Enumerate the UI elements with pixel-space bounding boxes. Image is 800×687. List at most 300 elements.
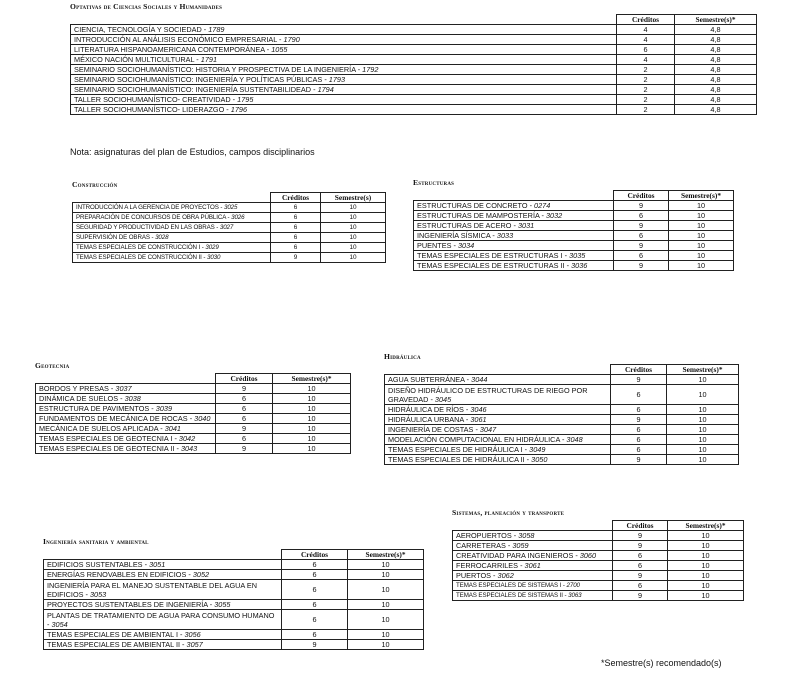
course-name: PUENTES bbox=[417, 241, 452, 250]
course-cell: TEMAS ESPECIALES DE GEOTECNIA II - 3043 bbox=[36, 444, 216, 454]
course-name: TEMAS ESPECIALES DE ESTRUCTURAS I bbox=[417, 251, 563, 260]
course-cell: PREPARACIÓN DE CONCURSOS DE OBRA PÚBLICA - 3026 bbox=[73, 213, 271, 223]
table-row bbox=[44, 630, 424, 640]
course-name: TEMAS ESPECIALES DE CONSTRUCCIÓN I bbox=[76, 244, 201, 251]
creditos-cell: 6 bbox=[614, 231, 669, 241]
course-name: PREPARACIÓN DE CONCURSOS DE OBRA PÚBLICA bbox=[76, 214, 226, 221]
course-code: 3035 bbox=[569, 251, 586, 260]
header-blank-cell bbox=[73, 193, 271, 203]
semestre-cell: 10 bbox=[348, 610, 424, 630]
table-header-row bbox=[71, 15, 757, 25]
course-cell: TALLER SOCIOHUMANÍSTICO- LIDERAZGO - 1796 bbox=[71, 105, 617, 115]
creditos-cell: 6 bbox=[611, 435, 667, 445]
course-code: 1796 bbox=[230, 105, 248, 114]
course-code: 3047 bbox=[479, 425, 497, 434]
table-row bbox=[414, 201, 734, 211]
sistemas-title: Sistemas, planeación y transporte bbox=[452, 508, 565, 517]
table-row bbox=[36, 414, 351, 424]
creditos-cell: 6 bbox=[216, 414, 273, 424]
optativas-block bbox=[70, 2, 757, 115]
course-cell: DINÁMICA DE SUELOS - 3038 bbox=[36, 394, 216, 404]
sanitaria-title: Ingeniería sanitaria y ambiental bbox=[43, 537, 149, 546]
semestre-cell: 10 bbox=[321, 203, 386, 213]
course-code: 3034 bbox=[457, 241, 475, 250]
course-code: 3025 bbox=[224, 204, 238, 211]
table-row bbox=[73, 253, 386, 263]
course-name: TEMAS ESPECIALES DE GEOTECNIA I bbox=[39, 434, 173, 443]
table-header-row bbox=[453, 521, 744, 531]
creditos-cell: 9 bbox=[271, 253, 321, 263]
course-cell: SEMINARIO SOCIOHUMANÍSTICO: INGENIERÍA Y POLÍTICAS PÚBLICAS - 1793 bbox=[71, 75, 617, 85]
course-cell: INTRODUCCIÓN A LA GERENCIA DE PROYECTOS - 3025 bbox=[73, 203, 271, 213]
table-row bbox=[71, 85, 757, 95]
semestre-cell: 10 bbox=[668, 541, 744, 551]
semestre-cell: 10 bbox=[348, 570, 424, 580]
semestre-cell: 10 bbox=[669, 261, 734, 271]
table-row bbox=[385, 435, 739, 445]
course-name: TALLER SOCIOHUMANÍSTICO- LIDERAZGO bbox=[74, 105, 225, 114]
creditos-cell: 2 bbox=[617, 75, 675, 85]
course-code: 3063 bbox=[568, 592, 582, 599]
creditos-cell: 9 bbox=[613, 531, 668, 541]
course-name: TALLER SOCIOHUMANÍSTICO- CREATIVIDAD bbox=[74, 95, 231, 104]
sanitaria-table bbox=[43, 549, 424, 650]
creditos-cell: 9 bbox=[282, 640, 348, 650]
creditos-cell: 6 bbox=[271, 233, 321, 243]
course-name: HIDRÁULICA URBANA bbox=[388, 415, 464, 424]
course-cell: TEMAS ESPECIALES DE HIDRÁULICA I - 3049 bbox=[385, 445, 611, 455]
semestre-cell: 10 bbox=[273, 394, 351, 404]
course-name: TEMAS ESPECIALES DE AMBIENTAL II bbox=[47, 640, 181, 649]
table-row bbox=[36, 384, 351, 394]
optativas-title: Optativas de Ciencias Sociales y Humanidades bbox=[70, 2, 223, 11]
course-code: 3046 bbox=[470, 405, 487, 414]
semestre-cell: 10 bbox=[669, 211, 734, 221]
creditos-cell: 9 bbox=[613, 591, 668, 601]
table-row bbox=[71, 105, 757, 115]
course-name: AGUA SUBTERRÁNEA bbox=[388, 375, 465, 384]
col-creditos-header: Créditos bbox=[216, 374, 273, 384]
semestre-cell: 10 bbox=[273, 434, 351, 444]
course-name: SEGURIDAD Y PRODUCTIVIDAD EN LAS OBRAS bbox=[76, 224, 215, 231]
course-cell: PROYECTOS SUSTENTABLES DE INGENIERÍA - 3055 bbox=[44, 600, 282, 610]
table-row bbox=[73, 223, 386, 233]
course-cell: CARRETERAS - 3059 bbox=[453, 541, 613, 551]
course-code: 3031 bbox=[517, 221, 535, 230]
course-code: 3033 bbox=[496, 231, 514, 240]
course-cell: TALLER SOCIOHUMANÍSTICO- CREATIVIDAD - 1795 bbox=[71, 95, 617, 105]
course-name: CARRETERAS bbox=[456, 541, 506, 550]
course-code: 3061 bbox=[470, 415, 487, 424]
table-row bbox=[71, 55, 757, 65]
table-row bbox=[73, 243, 386, 253]
creditos-cell: 4 bbox=[617, 35, 675, 45]
table-row bbox=[44, 560, 424, 570]
table-header-row bbox=[44, 550, 424, 560]
header-blank-cell bbox=[71, 15, 617, 25]
creditos-cell: 6 bbox=[613, 561, 668, 571]
geotecnia-title: Geotecnia bbox=[35, 361, 70, 370]
table-row bbox=[71, 45, 757, 55]
course-name: EDIFICIOS SUSTENTABLES bbox=[47, 560, 143, 569]
course-name: ENERGÍAS RENOVABLES EN EDIFICIOS bbox=[47, 570, 187, 579]
course-cell: TEMAS ESPECIALES DE AMBIENTAL II - 3057 bbox=[44, 640, 282, 650]
creditos-cell: 6 bbox=[271, 203, 321, 213]
course-code: 3052 bbox=[192, 570, 210, 579]
creditos-cell: 9 bbox=[614, 201, 669, 211]
semestre-cell: 10 bbox=[669, 221, 734, 231]
course-cell: HIDRÁULICA DE RÍOS - 3046 bbox=[385, 405, 611, 415]
creditos-cell: 6 bbox=[282, 630, 348, 640]
semestre-cell: 10 bbox=[668, 561, 744, 571]
course-name: DINÁMICA DE SUELOS bbox=[39, 394, 119, 403]
header-blank-cell bbox=[44, 550, 282, 560]
semestre-cell: 10 bbox=[273, 404, 351, 414]
sanitaria-block bbox=[43, 537, 424, 650]
geotecnia-table bbox=[35, 373, 351, 454]
col-semestre-header: Semestre(s) bbox=[321, 193, 386, 203]
course-name: BORDOS Y PRESAS bbox=[39, 384, 109, 393]
creditos-cell: 6 bbox=[614, 211, 669, 221]
creditos-cell: 9 bbox=[614, 221, 669, 231]
course-name: PUERTOS bbox=[456, 571, 492, 580]
semestre-cell: 10 bbox=[273, 424, 351, 434]
course-code: 3029 bbox=[205, 244, 219, 251]
course-code: 3062 bbox=[497, 571, 514, 580]
course-name: DISEÑO HIDRÁULICO DE ESTRUCTURAS DE RIEGO POR GRAVEDAD bbox=[388, 385, 588, 404]
table-row bbox=[44, 570, 424, 580]
creditos-cell: 6 bbox=[271, 213, 321, 223]
course-name: ESTRUCTURA DE PAVIMENTOS bbox=[39, 404, 150, 413]
table-row bbox=[414, 221, 734, 231]
course-cell: LITERATURA HISPANOAMERICANA CONTEMPORÁNEA - 1055 bbox=[71, 45, 617, 55]
course-name: CREATIVIDAD PARA INGENIEROS bbox=[456, 551, 574, 560]
course-name: TEMAS ESPECIALES DE AMBIENTAL I bbox=[47, 630, 178, 639]
header-blank-cell bbox=[385, 365, 611, 375]
course-code: 3056 bbox=[184, 630, 201, 639]
course-cell: DISEÑO HIDRÁULICO DE ESTRUCTURAS DE RIEGO POR GRAVEDAD - 3045 bbox=[385, 385, 611, 405]
course-name: MODELACIÓN COMPUTACIONAL EN HIDRÁULICA bbox=[388, 435, 560, 444]
col-creditos-header: Créditos bbox=[611, 365, 667, 375]
col-creditos-header: Créditos bbox=[614, 191, 669, 201]
semestre-cell: 4,8 bbox=[675, 95, 757, 105]
course-code: 1791 bbox=[200, 55, 218, 64]
creditos-cell: 6 bbox=[282, 600, 348, 610]
optativas-table bbox=[70, 14, 757, 115]
col-semestre-header: Semestre(s)* bbox=[668, 521, 744, 531]
course-name: TEMAS ESPECIALES DE ESTRUCTURAS II bbox=[417, 261, 565, 270]
course-code: 3057 bbox=[186, 640, 203, 649]
course-code: 3059 bbox=[512, 541, 529, 550]
course-cell: PUENTES - 3034 bbox=[414, 241, 614, 251]
table-row bbox=[36, 404, 351, 414]
course-cell: INGENIERÍA SÍSMICA - 3033 bbox=[414, 231, 614, 241]
course-cell: ESTRUCTURA DE PAVIMENTOS - 3039 bbox=[36, 404, 216, 414]
table-row bbox=[453, 541, 744, 551]
course-cell: MODELACIÓN COMPUTACIONAL EN HIDRÁULICA - 3048 bbox=[385, 435, 611, 445]
footnote-text: *Semestre(s) recomendado(s) bbox=[601, 658, 722, 668]
table-row bbox=[71, 95, 757, 105]
creditos-cell: 9 bbox=[611, 415, 667, 425]
creditos-cell: 9 bbox=[216, 444, 273, 454]
table-row bbox=[73, 203, 386, 213]
course-code: 3041 bbox=[164, 424, 181, 433]
course-cell: TEMAS ESPECIALES DE CONSTRUCCIÓN I - 3029 bbox=[73, 243, 271, 253]
table-row bbox=[453, 551, 744, 561]
course-cell: TEMAS ESPECIALES DE SISTEMAS I - 2700 bbox=[453, 581, 613, 591]
course-cell: ENERGÍAS RENOVABLES EN EDIFICIOS - 3052 bbox=[44, 570, 282, 580]
semestre-cell: 10 bbox=[667, 375, 739, 385]
course-code: 1793 bbox=[328, 75, 346, 84]
course-name: MECÁNICA DE SUELOS APLICADA bbox=[39, 424, 159, 433]
table-row bbox=[73, 213, 386, 223]
creditos-cell: 6 bbox=[216, 434, 273, 444]
course-cell: PLANTAS DE TRATAMIENTO DE AGUA PARA CONSUMO HUMANO - 3054 bbox=[44, 610, 282, 630]
semestre-cell: 10 bbox=[321, 223, 386, 233]
table-row bbox=[453, 561, 744, 571]
table-header-row bbox=[73, 193, 386, 203]
course-cell: PUERTOS - 3062 bbox=[453, 571, 613, 581]
course-code: 3054 bbox=[51, 619, 68, 629]
course-cell: INTRODUCCIÓN AL ANÁLISIS ECONÓMICO EMPRESARIAL - 1790 bbox=[71, 35, 617, 45]
course-code: 1794 bbox=[317, 85, 334, 94]
semestre-cell: 10 bbox=[668, 571, 744, 581]
sistemas-table bbox=[452, 520, 744, 601]
course-cell: SEMINARIO SOCIOHUMANÍSTICO: INGENIERÍA SUSTENTABILIDEAD - 1794 bbox=[71, 85, 617, 95]
semestre-cell: 4,8 bbox=[675, 105, 757, 115]
creditos-cell: 6 bbox=[271, 223, 321, 233]
hidraulica-table bbox=[384, 364, 739, 465]
course-cell: TEMAS ESPECIALES DE AMBIENTAL I - 3056 bbox=[44, 630, 282, 640]
semestre-cell: 4,8 bbox=[675, 55, 757, 65]
table-row bbox=[453, 571, 744, 581]
course-name: TEMAS ESPECIALES DE CONSTRUCCIÓN II bbox=[76, 254, 202, 261]
col-semestre-header: Semestre(s)* bbox=[675, 15, 757, 25]
course-cell: INGENIERÍA PARA EL MANEJO SUSTENTABLE DEL AGUA EN EDIFICIOS - 3053 bbox=[44, 580, 282, 600]
col-semestre-header: Semestre(s)* bbox=[273, 374, 351, 384]
course-code: 3050 bbox=[531, 455, 548, 464]
semestre-cell: 10 bbox=[348, 640, 424, 650]
course-cell: FERROCARRILES - 3061 bbox=[453, 561, 613, 571]
course-name: ESTRUCTURAS DE MAMPOSTERÍA bbox=[417, 211, 540, 220]
creditos-cell: 6 bbox=[611, 385, 667, 405]
course-cell: FUNDAMENTOS DE MECÁNICA DE ROCAS - 3040 bbox=[36, 414, 216, 424]
semestre-cell: 10 bbox=[321, 233, 386, 243]
course-name: AEROPUERTOS bbox=[456, 531, 512, 540]
course-name: ESTRUCTURAS DE CONCRETO bbox=[417, 201, 528, 210]
table-row bbox=[385, 375, 739, 385]
course-cell: SEGURIDAD Y PRODUCTIVIDAD EN LAS OBRAS - 3027 bbox=[73, 223, 271, 233]
geotecnia-block bbox=[35, 361, 351, 454]
course-code: 1055 bbox=[271, 45, 288, 54]
course-name: TEMAS ESPECIALES DE SISTEMAS I bbox=[456, 582, 562, 589]
course-name: TEMAS ESPECIALES DE HIDRÁULICA I bbox=[388, 445, 523, 454]
col-creditos-header: Créditos bbox=[282, 550, 348, 560]
creditos-cell: 4 bbox=[617, 25, 675, 35]
course-code: 1795 bbox=[237, 95, 254, 104]
course-cell: TEMAS ESPECIALES DE CONSTRUCCIÓN II - 3030 bbox=[73, 253, 271, 263]
table-row bbox=[414, 251, 734, 261]
semestre-cell: 4,8 bbox=[675, 65, 757, 75]
course-code: 3032 bbox=[545, 211, 563, 220]
creditos-cell: 6 bbox=[216, 394, 273, 404]
col-creditos-header: Créditos bbox=[271, 193, 321, 203]
semestre-cell: 10 bbox=[667, 415, 739, 425]
course-cell: SEMINARIO SOCIOHUMANÍSTICO: HISTORIA Y PROSPECTIVA DE LA INGENIERÍA - 1792 bbox=[71, 65, 617, 75]
table-header-row bbox=[385, 365, 739, 375]
course-cell: ESTRUCTURAS DE ACERO - 3031 bbox=[414, 221, 614, 231]
course-code: 3044 bbox=[471, 375, 488, 384]
course-cell: SUPERVISIÓN DE OBRAS - 3028 bbox=[73, 233, 271, 243]
course-cell: TEMAS ESPECIALES DE ESTRUCTURAS II - 3036 bbox=[414, 261, 614, 271]
table-row bbox=[71, 35, 757, 45]
course-code: 0274 bbox=[534, 201, 551, 210]
table-row bbox=[385, 425, 739, 435]
course-cell: MECÁNICA DE SUELOS APLICADA - 3041 bbox=[36, 424, 216, 434]
semestre-cell: 10 bbox=[669, 231, 734, 241]
table-row bbox=[385, 405, 739, 415]
creditos-cell: 6 bbox=[613, 551, 668, 561]
table-row bbox=[36, 394, 351, 404]
course-code: 3061 bbox=[524, 561, 541, 570]
course-code: 3055 bbox=[214, 600, 231, 609]
course-code: 3028 bbox=[155, 234, 169, 241]
semestre-cell: 10 bbox=[669, 201, 734, 211]
creditos-cell: 6 bbox=[611, 405, 667, 415]
course-name: TEMAS ESPECIALES DE GEOTECNIA II bbox=[39, 444, 175, 453]
semestre-cell: 10 bbox=[669, 241, 734, 251]
creditos-cell: 9 bbox=[613, 541, 668, 551]
table-row bbox=[36, 444, 351, 454]
table-row bbox=[71, 75, 757, 85]
creditos-cell: 6 bbox=[216, 404, 273, 414]
course-code: 3039 bbox=[155, 404, 173, 413]
table-row bbox=[385, 385, 739, 405]
col-creditos-header: Créditos bbox=[613, 521, 668, 531]
course-cell: CIENCIA, TECNOLOGÍA Y SOCIEDAD - 1789 bbox=[71, 25, 617, 35]
course-cell: MÉXICO NACIÓN MULTICULTURAL - 1791 bbox=[71, 55, 617, 65]
course-code: 3048 bbox=[566, 435, 583, 444]
semestre-cell: 10 bbox=[668, 591, 744, 601]
course-name: SEMINARIO SOCIOHUMANÍSTICO: HISTORIA Y PROSPECTIVA DE LA INGENIERÍA bbox=[74, 65, 356, 74]
hidraulica-title: Hidráulica bbox=[384, 352, 421, 361]
table-header-row bbox=[414, 191, 734, 201]
header-blank-cell bbox=[36, 374, 216, 384]
creditos-cell: 9 bbox=[614, 261, 669, 271]
creditos-cell: 9 bbox=[613, 571, 668, 581]
creditos-cell: 6 bbox=[613, 581, 668, 591]
course-cell: TEMAS ESPECIALES DE GEOTECNIA I - 3042 bbox=[36, 434, 216, 444]
col-semestre-header: Semestre(s)* bbox=[669, 191, 734, 201]
col-creditos-header: Créditos bbox=[617, 15, 675, 25]
semestre-cell: 4,8 bbox=[675, 45, 757, 55]
table-row bbox=[71, 25, 757, 35]
course-name: FUNDAMENTOS DE MECÁNICA DE ROCAS bbox=[39, 414, 188, 423]
estructuras-table bbox=[413, 190, 734, 271]
semestre-cell: 4,8 bbox=[675, 75, 757, 85]
course-name: TEMAS ESPECIALES DE SISTEMAS II bbox=[456, 592, 563, 599]
table-row bbox=[44, 600, 424, 610]
table-row bbox=[44, 640, 424, 650]
course-name: LITERATURA HISPANOAMERICANA CONTEMPORÁNEA bbox=[74, 45, 265, 54]
course-code: 3053 bbox=[90, 589, 107, 599]
course-code: 3045 bbox=[434, 394, 452, 404]
creditos-cell: 2 bbox=[617, 65, 675, 75]
creditos-cell: 6 bbox=[614, 251, 669, 261]
semestre-cell: 10 bbox=[668, 531, 744, 541]
course-name: INGENIERÍA PARA EL MANEJO SUSTENTABLE DEL AGUA EN EDIFICIOS bbox=[47, 580, 258, 599]
creditos-cell: 2 bbox=[617, 95, 675, 105]
course-code: 1790 bbox=[283, 35, 300, 44]
course-code: 3051 bbox=[149, 560, 166, 569]
table-header-row bbox=[36, 374, 351, 384]
semestre-cell: 10 bbox=[321, 253, 386, 263]
creditos-cell: 6 bbox=[611, 445, 667, 455]
course-name: INGENIERÍA DE COSTAS bbox=[388, 425, 474, 434]
header-blank-cell bbox=[453, 521, 613, 531]
creditos-cell: 9 bbox=[614, 241, 669, 251]
table-row bbox=[385, 445, 739, 455]
creditos-cell: 6 bbox=[617, 45, 675, 55]
table-row bbox=[414, 211, 734, 221]
col-semestre-header: Semestre(s)* bbox=[667, 365, 739, 375]
course-cell: ESTRUCTURAS DE MAMPOSTERÍA - 3032 bbox=[414, 211, 614, 221]
course-code: 3036 bbox=[571, 261, 588, 270]
course-code: 2700 bbox=[566, 582, 580, 589]
creditos-cell: 4 bbox=[617, 55, 675, 65]
creditos-cell: 9 bbox=[611, 375, 667, 385]
creditos-cell: 6 bbox=[282, 580, 348, 600]
course-code: 3027 bbox=[219, 224, 234, 231]
course-code: 3037 bbox=[115, 384, 132, 393]
semestre-cell: 10 bbox=[273, 444, 351, 454]
course-code: 3038 bbox=[124, 394, 141, 403]
semestre-cell: 10 bbox=[321, 213, 386, 223]
semestre-cell: 4,8 bbox=[675, 35, 757, 45]
course-cell: EDIFICIOS SUSTENTABLES - 3051 bbox=[44, 560, 282, 570]
course-name: SEMINARIO SOCIOHUMANÍSTICO: INGENIERÍA Y POLÍTICAS PÚBLICAS bbox=[74, 75, 323, 84]
course-code: 3042 bbox=[178, 434, 196, 443]
table-row bbox=[453, 531, 744, 541]
semestre-cell: 10 bbox=[348, 600, 424, 610]
semestre-cell: 10 bbox=[273, 414, 351, 424]
course-name: INTRODUCCIÓN A LA GERENCIA DE PROYECTOS bbox=[76, 204, 219, 211]
creditos-cell: 6 bbox=[282, 570, 348, 580]
table-row bbox=[414, 231, 734, 241]
course-cell: CREATIVIDAD PARA INGENIEROS - 3060 bbox=[453, 551, 613, 561]
course-cell: ESTRUCTURAS DE CONCRETO - 0274 bbox=[414, 201, 614, 211]
course-name: INTRODUCCIÓN AL ANÁLISIS ECONÓMICO EMPRESARIAL bbox=[74, 35, 278, 44]
table-row bbox=[44, 610, 424, 630]
hidraulica-block bbox=[384, 352, 739, 465]
course-code: 3049 bbox=[529, 445, 546, 454]
semestre-cell: 4,8 bbox=[675, 25, 757, 35]
table-row bbox=[36, 424, 351, 434]
course-name: PROYECTOS SUSTENTABLES DE INGENIERÍA bbox=[47, 600, 208, 609]
header-blank-cell bbox=[414, 191, 614, 201]
construccion-title: Construcción bbox=[72, 180, 118, 189]
course-name: FERROCARRILES bbox=[456, 561, 519, 570]
creditos-cell: 9 bbox=[216, 384, 273, 394]
course-cell: AGUA SUBTERRÁNEA - 3044 bbox=[385, 375, 611, 385]
semestre-cell: 10 bbox=[348, 580, 424, 600]
creditos-cell: 9 bbox=[611, 455, 667, 465]
course-cell: HIDRÁULICA URBANA - 3061 bbox=[385, 415, 611, 425]
course-code: 3040 bbox=[194, 414, 211, 423]
course-name: SUPERVISIÓN DE OBRAS bbox=[76, 234, 150, 241]
semestre-cell: 10 bbox=[667, 385, 739, 405]
table-row bbox=[73, 233, 386, 243]
